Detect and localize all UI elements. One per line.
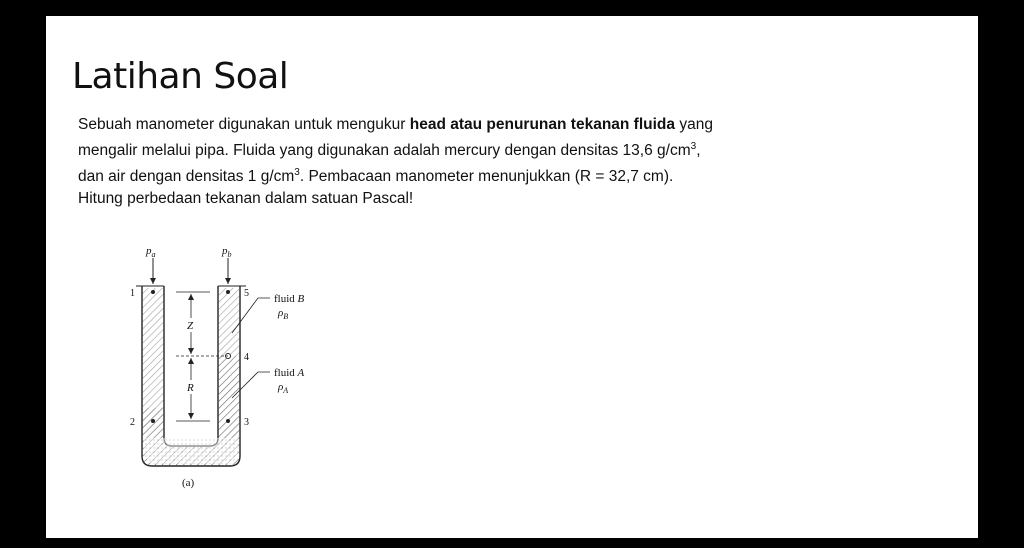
r-label: R (187, 382, 194, 394)
text-fragment: dan air dengan densitas 1 g/cm (78, 168, 295, 186)
fluid-b-label: fluid B (274, 293, 305, 305)
rho-a-label: $\rho_A$ (278, 381, 289, 395)
dim-r-arrow-top (188, 358, 194, 364)
bold-phrase: head atau penurunan tekanan fluida (409, 116, 676, 133)
point-5-marker (226, 290, 230, 294)
fluid-b-right (218, 288, 240, 356)
manometer-diagram (120, 238, 360, 498)
pa-label: $p_a$ (146, 245, 156, 259)
manometer-figure (120, 238, 360, 498)
point-5-label: 5 (244, 288, 249, 299)
point-4-label: 4 (244, 352, 249, 363)
text-fragment: mengalir melalui pipa. Fluida yang digunakan adalah mercury dengan densitas 13,6 g/cm (78, 142, 691, 160)
text-fragment: . Pembacaan manometer menunjukkan (R = 32,7 cm). (299, 168, 674, 186)
fluid-b-left (142, 288, 164, 408)
pb-arrowhead (225, 278, 231, 284)
text-fragment: , (696, 142, 701, 160)
point-2-label: 2 (130, 417, 135, 428)
fluid-a-label: fluid A (274, 367, 305, 379)
problem-line-1 (78, 114, 838, 136)
superscript: 3 (294, 167, 300, 179)
slide-title: Latihan Soal (72, 56, 289, 97)
problem-text (78, 114, 838, 210)
dim-z-arrow-bottom (188, 348, 194, 354)
point-1-label: 1 (130, 288, 135, 299)
problem-line-3 (78, 162, 838, 188)
pb-label: $p_b$ (222, 245, 232, 259)
superscript: 3 (690, 141, 697, 152)
point-3-marker (226, 419, 230, 423)
bottom-stipple (144, 438, 238, 464)
text-fragment: yang (675, 116, 713, 133)
rho-b-label: $\rho_B$ (278, 307, 289, 321)
point-1-marker (151, 290, 155, 294)
z-label: Z (187, 320, 194, 332)
text-fragment: Sebuah manometer digunakan untuk mengukur (78, 116, 410, 133)
point-3-label: 3 (244, 417, 249, 428)
dim-z-arrow-top (188, 294, 194, 300)
point-2-marker (151, 419, 155, 423)
dim-r-arrow-bottom (188, 413, 194, 419)
figure-caption: (a) (182, 477, 195, 489)
problem-line-4: Hitung perbedaan tekanan dalam satuan Pascal! (78, 190, 414, 208)
pa-arrowhead (150, 278, 156, 284)
problem-line-2 (78, 136, 838, 162)
